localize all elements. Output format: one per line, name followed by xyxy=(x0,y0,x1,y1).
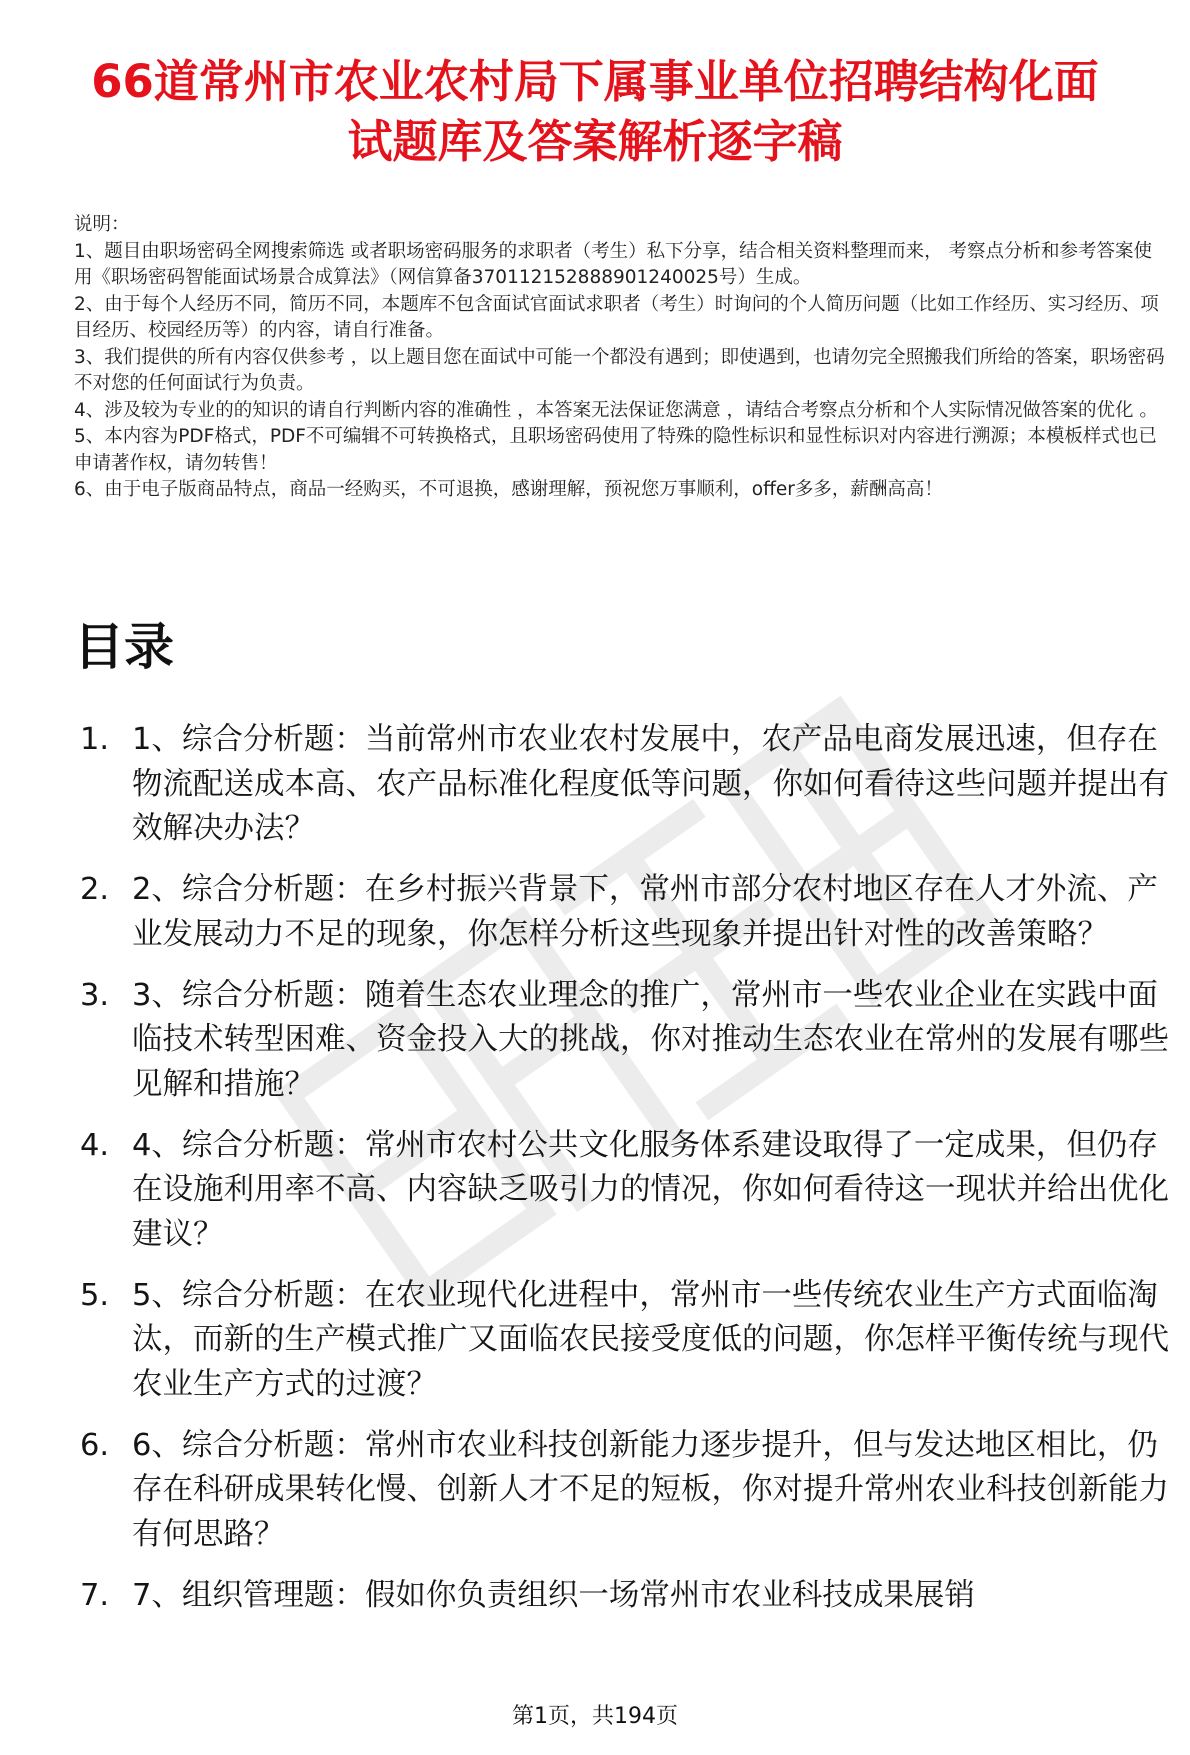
toc-heading: 目录 xyxy=(74,618,174,676)
toc-item-text[interactable]: 6、综合分析题：常州市农业科技创新能力逐步提升，但与发达地区相比，仍存在科研成果转化慢、创新人才不足的短板，你对提升常州农业科技创新能力有何思路？ xyxy=(132,1427,1169,1552)
toc-item-number: 3. xyxy=(80,977,110,1013)
toc-item[interactable] xyxy=(74,868,1170,957)
toc-item-text[interactable]: 2、综合分析题：在乡村振兴背景下，常州市部分农村地区存在人才外流、产业发展动力不足的现象，你怎样分析这些现象并提出针对性的改善策略？ xyxy=(132,872,1158,952)
notes-section xyxy=(74,212,1166,504)
toc-item[interactable] xyxy=(74,1124,1170,1258)
toc-item-number: 4. xyxy=(80,1127,110,1163)
toc-item[interactable] xyxy=(74,1574,1170,1619)
note-item: 5、本内容为PDF格式，PDF不可编辑不可转换格式，且职场密码使用了特殊的隐性标识和显性标识对内容进行溯源；本模板样式也已申请著作权，请勿转售！ xyxy=(74,426,1157,474)
toc-item-text[interactable]: 5、综合分析题：在农业现代化进程中，常州市一些传统农业生产方式面临淘汰，而新的生产模式推广又面临农民接受度低的问题，你怎样平衡传统与现代农业生产方式的过渡？ xyxy=(132,1277,1169,1402)
note-item: 2、由于每个人经历不同，简历不同，本题库不包含面试官面试求职者（考生）时询问的个人简历问题（比如工作经历、实习经历、项目经历、校园经历等）的内容，请自行准备。 xyxy=(74,293,1159,341)
toc-item-text[interactable]: 3、综合分析题：随着生态农业理念的推广，常州市一些农业企业在实践中面临技术转型困难、资金投入大的挑战，你对推动生态农业在常州的发展有哪些见解和措施？ xyxy=(132,977,1169,1102)
toc-item[interactable] xyxy=(74,718,1170,852)
note-item: 6、由于电子版商品特点，商品一经购买，不可退换，感谢理解，预祝您万事顺利，offer多多，薪酬高高！ xyxy=(74,479,943,500)
toc-item-number: 2. xyxy=(80,872,110,907)
toc-item-number: 6. xyxy=(80,1427,110,1463)
toc-item-text[interactable]: 1、综合分析题：当前常州市农业农村发展中，农产品电商发展迅速，但存在物流配送成本高、农产品标准化程度低等问题，你如何看待这些问题并提出有效解决办法？ xyxy=(132,722,1169,846)
page-number-footer: 第1页，共194页 xyxy=(512,1704,678,1729)
toc-item-text[interactable]: 7、组织管理题：假如你负责组织一场常州市农业科技成果展销 xyxy=(132,1577,975,1613)
toc-item-number: 7. xyxy=(80,1577,110,1613)
note-item: 4、涉及较为专业的的知识的请自行判断内容的准确性 ，本答案无法保证您满意 ，请结合考察点分析和个人实际情况做答案的优化 。 xyxy=(74,399,1158,421)
toc-item[interactable] xyxy=(74,1424,1170,1558)
document-title: 66道常州市农业农村局下属事业单位招聘结构化面试题库及答案解析逐字稿 xyxy=(91,55,1099,168)
toc-item-text[interactable]: 4、综合分析题：常州市农村公共文化服务体系建设取得了一定成果，但仍存在设施利用率不高、内容缺乏吸引力的情况，你如何看待这一现状并给出优化建议？ xyxy=(132,1127,1169,1252)
toc-item[interactable] xyxy=(74,974,1170,1108)
toc-list xyxy=(74,718,1170,1635)
note-item: 1、题目由职场密码全网搜索筛选 或者职场密码服务的求职者（考生）私下分享，结合相关资料整理而来， 考察点分析和参考答案使用《职场密码智能面试场景合成算法》（网信算备370112152888901240025号）生成。 xyxy=(74,240,1153,288)
notes-heading: 说明： xyxy=(74,214,130,235)
toc-item-number: 1. xyxy=(80,722,110,757)
toc-item-number: 5. xyxy=(80,1277,110,1313)
toc-item[interactable] xyxy=(74,1274,1170,1408)
note-item: 3、我们提供的所有内容仅供参考 ，以上题目您在面试中可能一个都没有遇到；即使遇到，也请勿完全照搬我们所给的答案，职场密码不对您的任何面试行为负责。 xyxy=(74,346,1165,394)
